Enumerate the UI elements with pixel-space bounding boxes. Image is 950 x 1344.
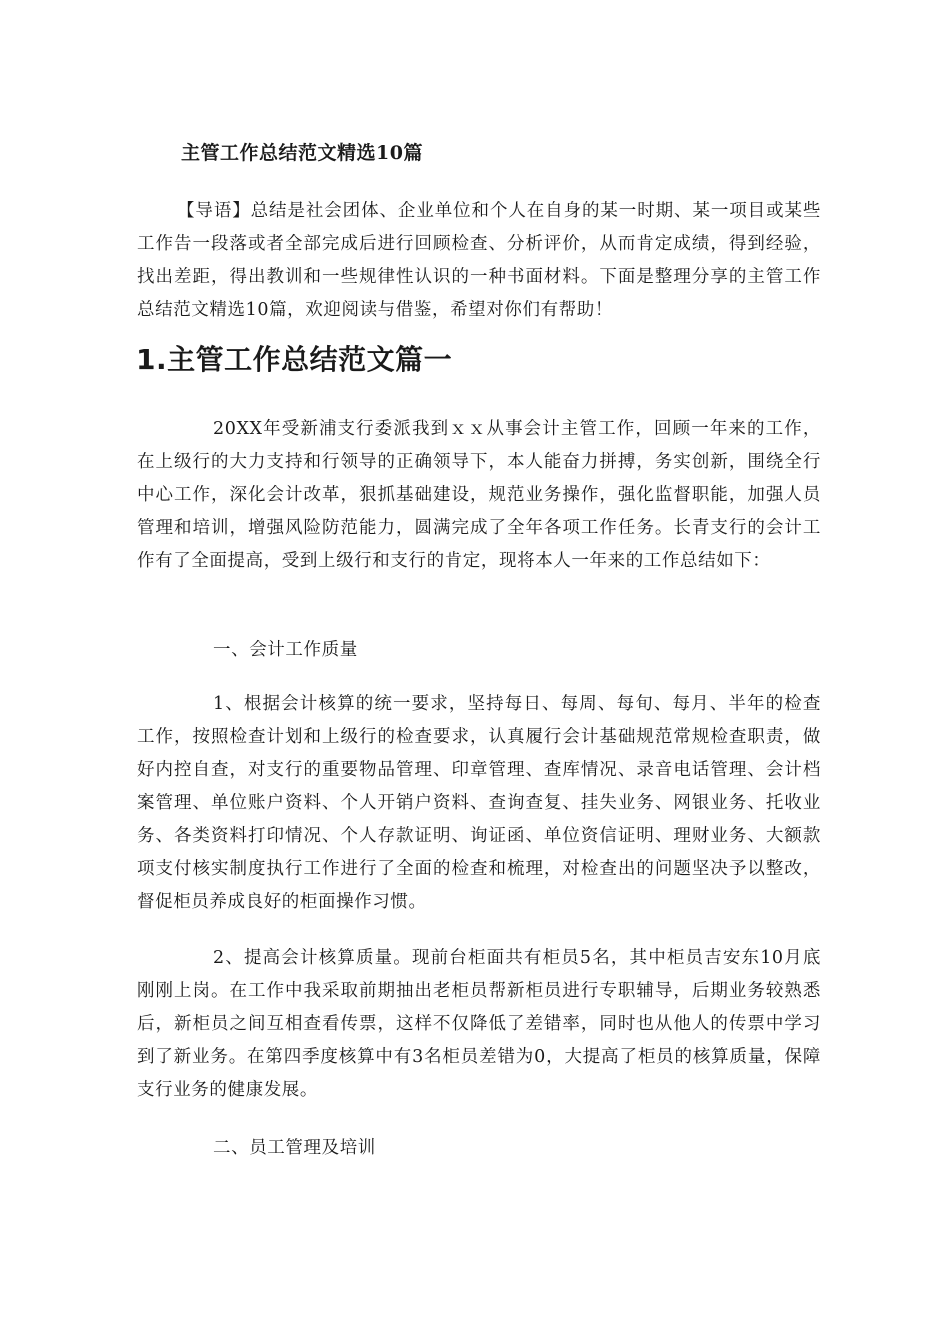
document-title: 主管工作总结范文精选10篇 [181, 142, 423, 164]
body-paragraph: 20XX年受新浦支行委派我到ｘｘ从事会计主管工作，回顾一年来的工作，在上级行的大力支持和行领导的正确领导下，本人能奋力拼搏，务实创新，围绕全行中心工作，深化会计改革，狠抓基础建设，规范业务操作，强化监督职能，加强人员管理和培训，增强风险防范能力，圆满完成了全年各项工作任务。长青支行的会计工作有了全面提高，受到上级行和支行的肯定，现将本人一年来的工作总结如下： [137, 419, 821, 571]
section-heading: 1.主管工作总结范文篇一 [136, 343, 453, 376]
body-paragraph: 2、提高会计核算质量。现前台柜面共有柜员5名，其中柜员吉安东10月底刚刚上岗。在工作中我采取前期抽出老柜员帮新柜员进行专职辅导，后期业务较熟悉后，新柜员之间互相查看传票，这样不仅降低了差错率，同时也从他人的传票中学习到了新业务。在第四季度核算中有3名柜员差错为0，大提高了柜员的核算质量，保障支行业务的健康发展。 [137, 948, 821, 1100]
intro-paragraph: 【导语】总结是社会团体、企业单位和个人在自身的某一时期、某一项目或某些工作告一段落或者全部完成后进行回顾检查、分析评价，从而肯定成绩，得到经验，找出差距，得出教训和一些规律性认识的一种书面材料。下面是整理分享的主管工作总结范文精选10篇，欢迎阅读与借鉴，希望对你们有帮助！ [137, 201, 821, 320]
subheading: 一、会计工作质量 [213, 640, 358, 660]
body-paragraph: 1、根据会计核算的统一要求，坚持每日、每周、每旬、每月、半年的检查工作，按照检查计划和上级行的检查要求，认真履行会计基础规范常规检查职责，做好内控自查，对支行的重要物品管理、印章管理、查库情况、录音电话管理、会计档案管理、单位账户资料、个人开销户资料、查询查复、挂失业务、网银业务、托收业务、各类资料打印情况、个人存款证明、询证函、单位资信证明、理财业务、大额款项支付核实制度执行工作进行了全面的检查和梳理，对检查出的问题坚决予以整改，督促柜员养成良好的柜面操作习惯。 [137, 694, 821, 912]
subheading: 二、员工管理及培训 [213, 1138, 376, 1158]
